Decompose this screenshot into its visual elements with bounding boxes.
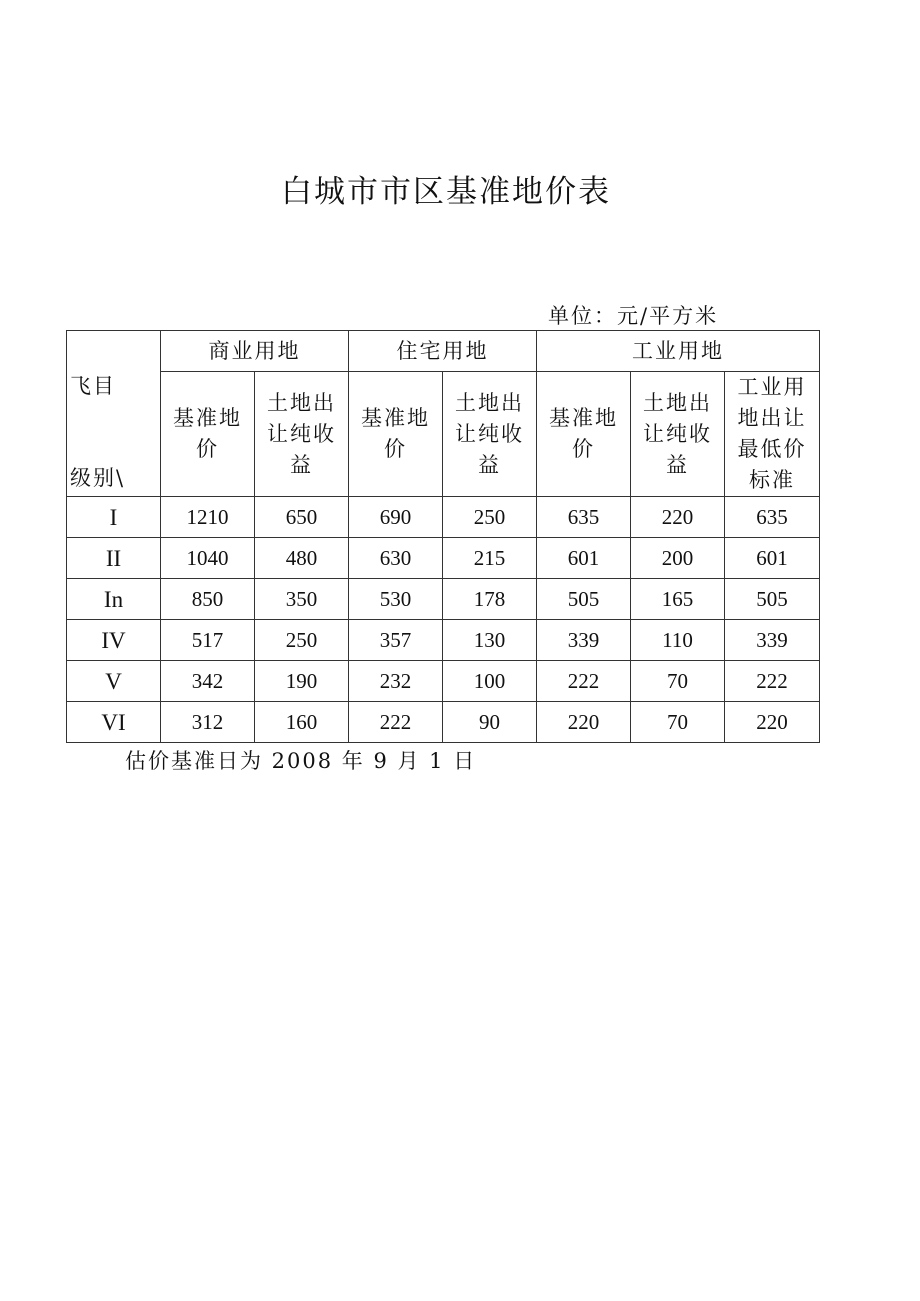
subheader-line: 益 bbox=[290, 452, 313, 477]
subheader-line: 价 bbox=[196, 437, 219, 461]
subheader-industrial-net-income bbox=[631, 372, 725, 497]
value-cell: 339 bbox=[537, 620, 631, 661]
value-cell: 635 bbox=[725, 497, 820, 538]
grade-cell: IV bbox=[67, 620, 161, 661]
value-cell: 350 bbox=[255, 579, 349, 620]
valuation-date-note: 估价基准日为 2008 年 9 月 1 日 bbox=[125, 749, 477, 773]
subheader-line: 土地出 bbox=[267, 390, 336, 415]
value-cell: 110 bbox=[631, 620, 725, 661]
value-cell: 601 bbox=[725, 538, 820, 579]
value-cell: 200 bbox=[631, 538, 725, 579]
value-cell: 357 bbox=[349, 620, 443, 661]
corner-grade-label: 级别\ bbox=[70, 466, 126, 490]
value-cell: 312 bbox=[161, 702, 255, 743]
value-cell: 178 bbox=[443, 579, 537, 620]
value-cell: 70 bbox=[631, 702, 725, 743]
value-cell: 601 bbox=[537, 538, 631, 579]
subheader-line: 让纯收 bbox=[643, 421, 712, 446]
value-cell: 165 bbox=[631, 579, 725, 620]
value-cell: 220 bbox=[725, 702, 820, 743]
subheader-line: 最低价 bbox=[737, 437, 807, 461]
corner-header-cell bbox=[67, 331, 161, 497]
subheader-industrial-min-price bbox=[725, 372, 820, 497]
page-title: 白城市市区基准地价表 bbox=[281, 174, 611, 210]
subheader-residential-net-income bbox=[443, 372, 537, 497]
value-cell: 222 bbox=[537, 661, 631, 702]
value-cell: 339 bbox=[725, 620, 820, 661]
subheader-line: 基准地 bbox=[173, 406, 242, 430]
subheader-line: 基准地 bbox=[549, 406, 618, 430]
value-cell: 850 bbox=[161, 579, 255, 620]
subheader-line: 地出让 bbox=[737, 406, 807, 430]
subheader-line: 工业用 bbox=[737, 375, 807, 399]
subheader-residential-base-price bbox=[349, 372, 443, 497]
value-cell: 232 bbox=[349, 661, 443, 702]
subheader-line: 价 bbox=[572, 437, 595, 461]
value-cell: 130 bbox=[443, 620, 537, 661]
value-cell: 100 bbox=[443, 661, 537, 702]
group-residential: 住宅用地 bbox=[349, 331, 537, 372]
grade-cell: V bbox=[67, 661, 161, 702]
subheader-line: 土地出 bbox=[643, 390, 712, 415]
group-header-row bbox=[67, 331, 820, 372]
value-cell: 250 bbox=[255, 620, 349, 661]
value-cell: 530 bbox=[349, 579, 443, 620]
value-cell: 505 bbox=[725, 579, 820, 620]
value-cell: 190 bbox=[255, 661, 349, 702]
value-cell: 505 bbox=[537, 579, 631, 620]
subheader-line: 让纯收 bbox=[267, 421, 336, 446]
subheader-commercial-net-income bbox=[255, 372, 349, 497]
corner-item-label: 飞目 bbox=[70, 374, 116, 398]
subheader-line: 土地出 bbox=[455, 390, 524, 415]
table-row bbox=[67, 620, 820, 661]
subheader-line: 标准 bbox=[749, 468, 795, 492]
value-cell: 480 bbox=[255, 538, 349, 579]
subheader-line: 让纯收 bbox=[455, 421, 524, 446]
table-row bbox=[67, 702, 820, 743]
subheader-line: 价 bbox=[384, 437, 407, 461]
sub-header-row bbox=[67, 372, 820, 497]
grade-cell: In bbox=[67, 579, 161, 620]
value-cell: 160 bbox=[255, 702, 349, 743]
value-cell: 342 bbox=[161, 661, 255, 702]
value-cell: 1210 bbox=[161, 497, 255, 538]
table-row bbox=[67, 538, 820, 579]
value-cell: 650 bbox=[255, 497, 349, 538]
value-cell: 1040 bbox=[161, 538, 255, 579]
value-cell: 220 bbox=[631, 497, 725, 538]
value-cell: 90 bbox=[443, 702, 537, 743]
value-cell: 690 bbox=[349, 497, 443, 538]
subheader-industrial-base-price bbox=[537, 372, 631, 497]
land-price-table bbox=[66, 330, 820, 743]
grade-cell: II bbox=[67, 538, 161, 579]
subheader-line: 益 bbox=[478, 452, 501, 477]
subheader-line: 益 bbox=[666, 452, 689, 477]
value-cell: 630 bbox=[349, 538, 443, 579]
unit-label: 单位：元/平方米 bbox=[548, 304, 719, 328]
table-body bbox=[67, 497, 820, 743]
table-row bbox=[67, 497, 820, 538]
subheader-line: 基准地 bbox=[361, 406, 430, 430]
value-cell: 635 bbox=[537, 497, 631, 538]
value-cell: 220 bbox=[537, 702, 631, 743]
table-row bbox=[67, 661, 820, 702]
value-cell: 215 bbox=[443, 538, 537, 579]
grade-cell: VI bbox=[67, 702, 161, 743]
value-cell: 517 bbox=[161, 620, 255, 661]
value-cell: 222 bbox=[725, 661, 820, 702]
group-commercial: 商业用地 bbox=[161, 331, 349, 372]
subheader-commercial-base-price bbox=[161, 372, 255, 497]
grade-cell: I bbox=[67, 497, 161, 538]
group-industrial: 工业用地 bbox=[537, 331, 820, 372]
value-cell: 70 bbox=[631, 661, 725, 702]
table-row bbox=[67, 579, 820, 620]
value-cell: 222 bbox=[349, 702, 443, 743]
value-cell: 250 bbox=[443, 497, 537, 538]
